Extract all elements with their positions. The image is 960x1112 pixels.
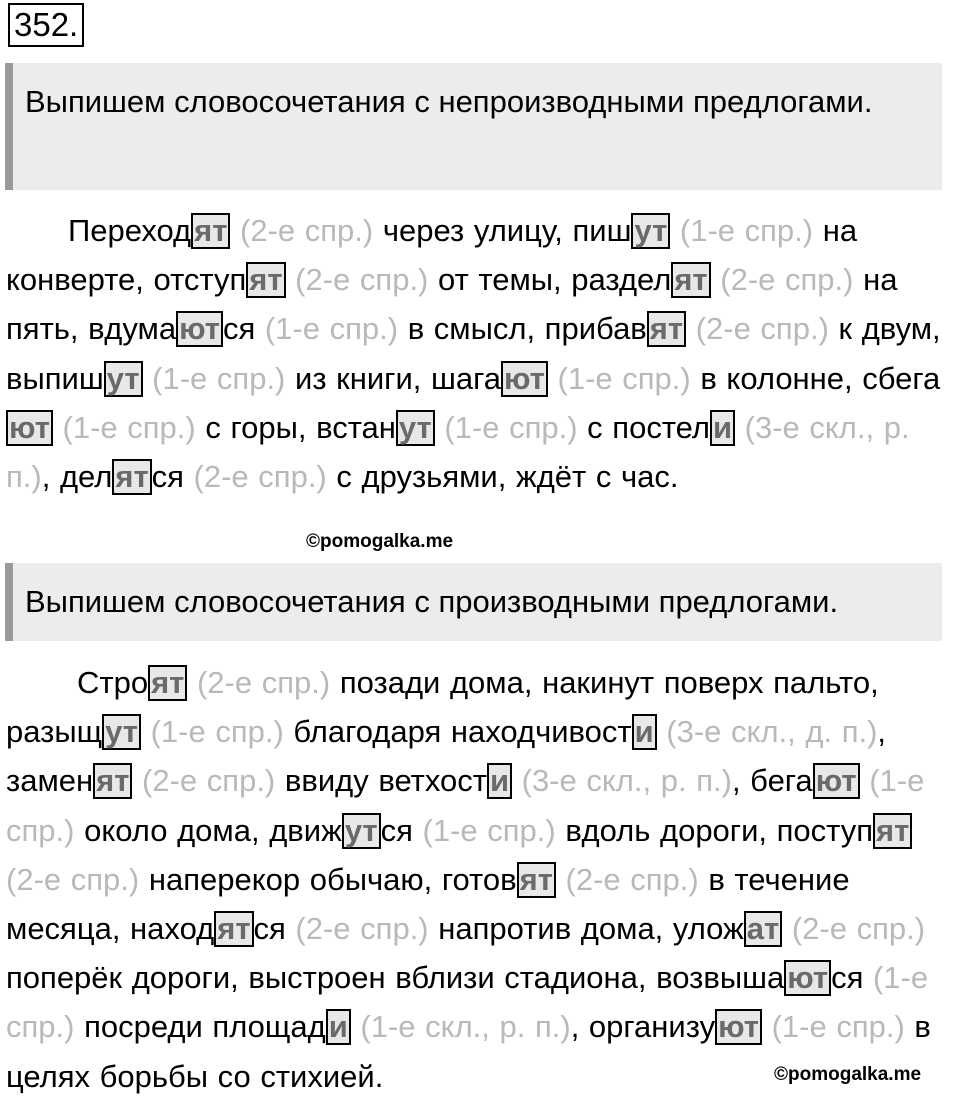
text-fragment: , замен xyxy=(6,714,887,799)
grammar-note: (1-е спр.) xyxy=(557,360,691,396)
text-fragment xyxy=(230,213,240,248)
highlighted-ending: ят xyxy=(191,213,230,249)
highlighted-ending: ют xyxy=(6,410,53,446)
text-fragment: Стро xyxy=(77,665,149,700)
highlighted-ending: ят xyxy=(246,262,285,298)
text-fragment xyxy=(286,262,296,297)
highlighted-ending: ют xyxy=(715,1009,762,1045)
highlighted-ending: ат xyxy=(744,911,782,947)
text-fragment: ся xyxy=(222,311,265,347)
text-fragment xyxy=(187,665,197,700)
text-fragment xyxy=(686,311,696,346)
text-fragment: с горы, встан xyxy=(195,409,396,445)
text-fragment xyxy=(435,410,445,445)
exercise-number: 352. xyxy=(8,3,84,47)
grammar-note: (2-е спр.) xyxy=(142,763,276,799)
text-fragment: с друзьями, ждёт с час. xyxy=(326,459,679,495)
text-fragment: около дома, движ xyxy=(74,812,342,848)
text-fragment: с постел xyxy=(577,409,710,445)
text-fragment: ввиду ветхост xyxy=(275,763,487,799)
grammar-note: (1-е спр.) xyxy=(6,960,929,1045)
grammar-note: (1-е спр.) xyxy=(771,1009,905,1045)
text-fragment: , бега xyxy=(731,763,813,799)
grammar-note: (1-е скл., р. п.) xyxy=(360,1009,571,1045)
grammar-note: (1-е спр.) xyxy=(150,714,284,750)
highlighted-ending: и xyxy=(632,714,657,750)
highlighted-ending: ят xyxy=(93,763,132,799)
highlighted-ending: ут xyxy=(342,813,381,849)
text-fragment: ся xyxy=(253,911,296,947)
highlighted-ending: и xyxy=(710,410,735,446)
text-fragment xyxy=(53,410,63,445)
text-fragment: в колонне, сбега xyxy=(690,360,941,396)
text-fragment xyxy=(548,361,558,396)
highlighted-ending: ят xyxy=(112,459,151,495)
text-fragment: через улицу, пиш xyxy=(373,213,632,248)
text-fragment: Переход xyxy=(68,213,192,248)
text-fragment: , организу xyxy=(570,1009,716,1045)
text-fragment: , дел xyxy=(41,459,113,495)
grammar-note: (3-е скл., д. п.) xyxy=(666,714,878,750)
text-fragment xyxy=(735,410,745,445)
highlighted-ending: ят xyxy=(517,862,556,898)
text-fragment: ся xyxy=(151,459,194,495)
grammar-note: (2-е спр.) xyxy=(791,911,926,947)
grammar-note: (1-е спр.) xyxy=(264,311,399,347)
text-fragment xyxy=(657,714,667,749)
text-fragment: на пять, вдума xyxy=(6,262,898,347)
grammar-note: (2-е спр.) xyxy=(565,861,699,897)
text-fragment: вдоль дороги, поступ xyxy=(555,812,874,848)
highlighted-ending: ут xyxy=(102,714,141,750)
grammar-note: (1-е спр.) xyxy=(62,409,196,445)
grammar-note: (2-е спр.) xyxy=(295,262,429,298)
text-fragment xyxy=(711,262,721,297)
text-fragment: в течение месяца, наход xyxy=(6,861,850,947)
text-fragment xyxy=(860,763,870,798)
highlighted-ending: ют xyxy=(501,361,548,397)
text-fragment xyxy=(512,763,522,798)
grammar-note: (1-е спр.) xyxy=(6,763,925,848)
grammar-note: (2-е спр.) xyxy=(6,861,140,897)
text-fragment: ся xyxy=(831,960,874,996)
text-fragment: посреди площад xyxy=(74,1009,326,1045)
answer-paragraph-nonderived xyxy=(6,206,954,501)
highlighted-ending: ят xyxy=(873,813,912,849)
grammar-note: (1-е спр.) xyxy=(444,409,578,445)
grammar-note: (1-е спр.) xyxy=(679,213,814,248)
text-fragment: из книги, шага xyxy=(285,360,501,396)
text-fragment: на конверте, отступ xyxy=(6,213,858,298)
watermark: ©pomogalka.me xyxy=(774,1064,922,1085)
grammar-note: (1-е спр.) xyxy=(152,360,286,396)
answer-paragraph-derived xyxy=(6,658,954,1101)
text-fragment: к двум, выпиш xyxy=(6,311,941,396)
text-fragment xyxy=(556,862,566,897)
grammar-note: (2-е спр.) xyxy=(695,311,829,347)
text-fragment xyxy=(141,714,151,749)
highlighted-ending: ют xyxy=(813,763,860,799)
highlighted-ending: ят xyxy=(214,911,253,947)
text-fragment xyxy=(143,361,153,396)
grammar-note: (2-е спр.) xyxy=(193,459,327,495)
highlighted-ending: ют xyxy=(176,311,223,347)
grammar-note: (3-е скл., р. п.) xyxy=(6,409,910,495)
text-fragment: благодаря находчивост xyxy=(283,714,632,750)
grammar-note: (2-е спр.) xyxy=(196,665,331,700)
highlighted-ending: ят xyxy=(647,311,686,347)
grammar-note: (1-е спр.) xyxy=(422,812,556,848)
grammar-note: (2-е спр.) xyxy=(240,213,374,248)
text-fragment xyxy=(132,763,142,798)
highlighted-ending: ют xyxy=(784,960,831,996)
highlighted-ending: ут xyxy=(104,361,143,397)
text-fragment xyxy=(762,1009,772,1044)
highlighted-ending: и xyxy=(487,763,512,799)
grammar-note: (3-е скл., р. п.) xyxy=(521,763,732,799)
section-header-nonderived: Выпишем словосочетания с непроизводными предлогами. xyxy=(5,63,942,190)
text-fragment: поперёк дороги, выстроен вблизи стадиона, возвыша xyxy=(6,960,785,996)
text-fragment xyxy=(351,1009,361,1044)
highlighted-ending: ут xyxy=(631,213,670,249)
text-fragment: ся xyxy=(380,812,423,848)
text-fragment: позади дома, накинут поверх пальто, разыщ xyxy=(6,665,879,750)
text-fragment: напротив дома, улож xyxy=(428,911,744,947)
grammar-note: (2-е спр.) xyxy=(720,262,854,298)
highlighted-ending: и xyxy=(326,1009,351,1045)
grammar-note: (2-е спр.) xyxy=(295,911,429,947)
text-fragment: в целях борьбы со стихией. xyxy=(6,1009,931,1094)
text-fragment xyxy=(782,911,792,946)
watermark: ©pomogalka.me xyxy=(306,531,454,552)
text-fragment: наперекор обычаю, готов xyxy=(139,861,517,897)
text-fragment: в смысл, прибав xyxy=(398,311,647,347)
section-header-derived: Выпишем словосочетания с производными предлогами. xyxy=(5,563,942,641)
highlighted-ending: ят xyxy=(671,262,710,298)
highlighted-ending: ят xyxy=(148,665,187,701)
highlighted-ending: ут xyxy=(396,410,435,446)
text-fragment xyxy=(670,213,680,248)
text-fragment: от темы, раздел xyxy=(428,262,672,298)
